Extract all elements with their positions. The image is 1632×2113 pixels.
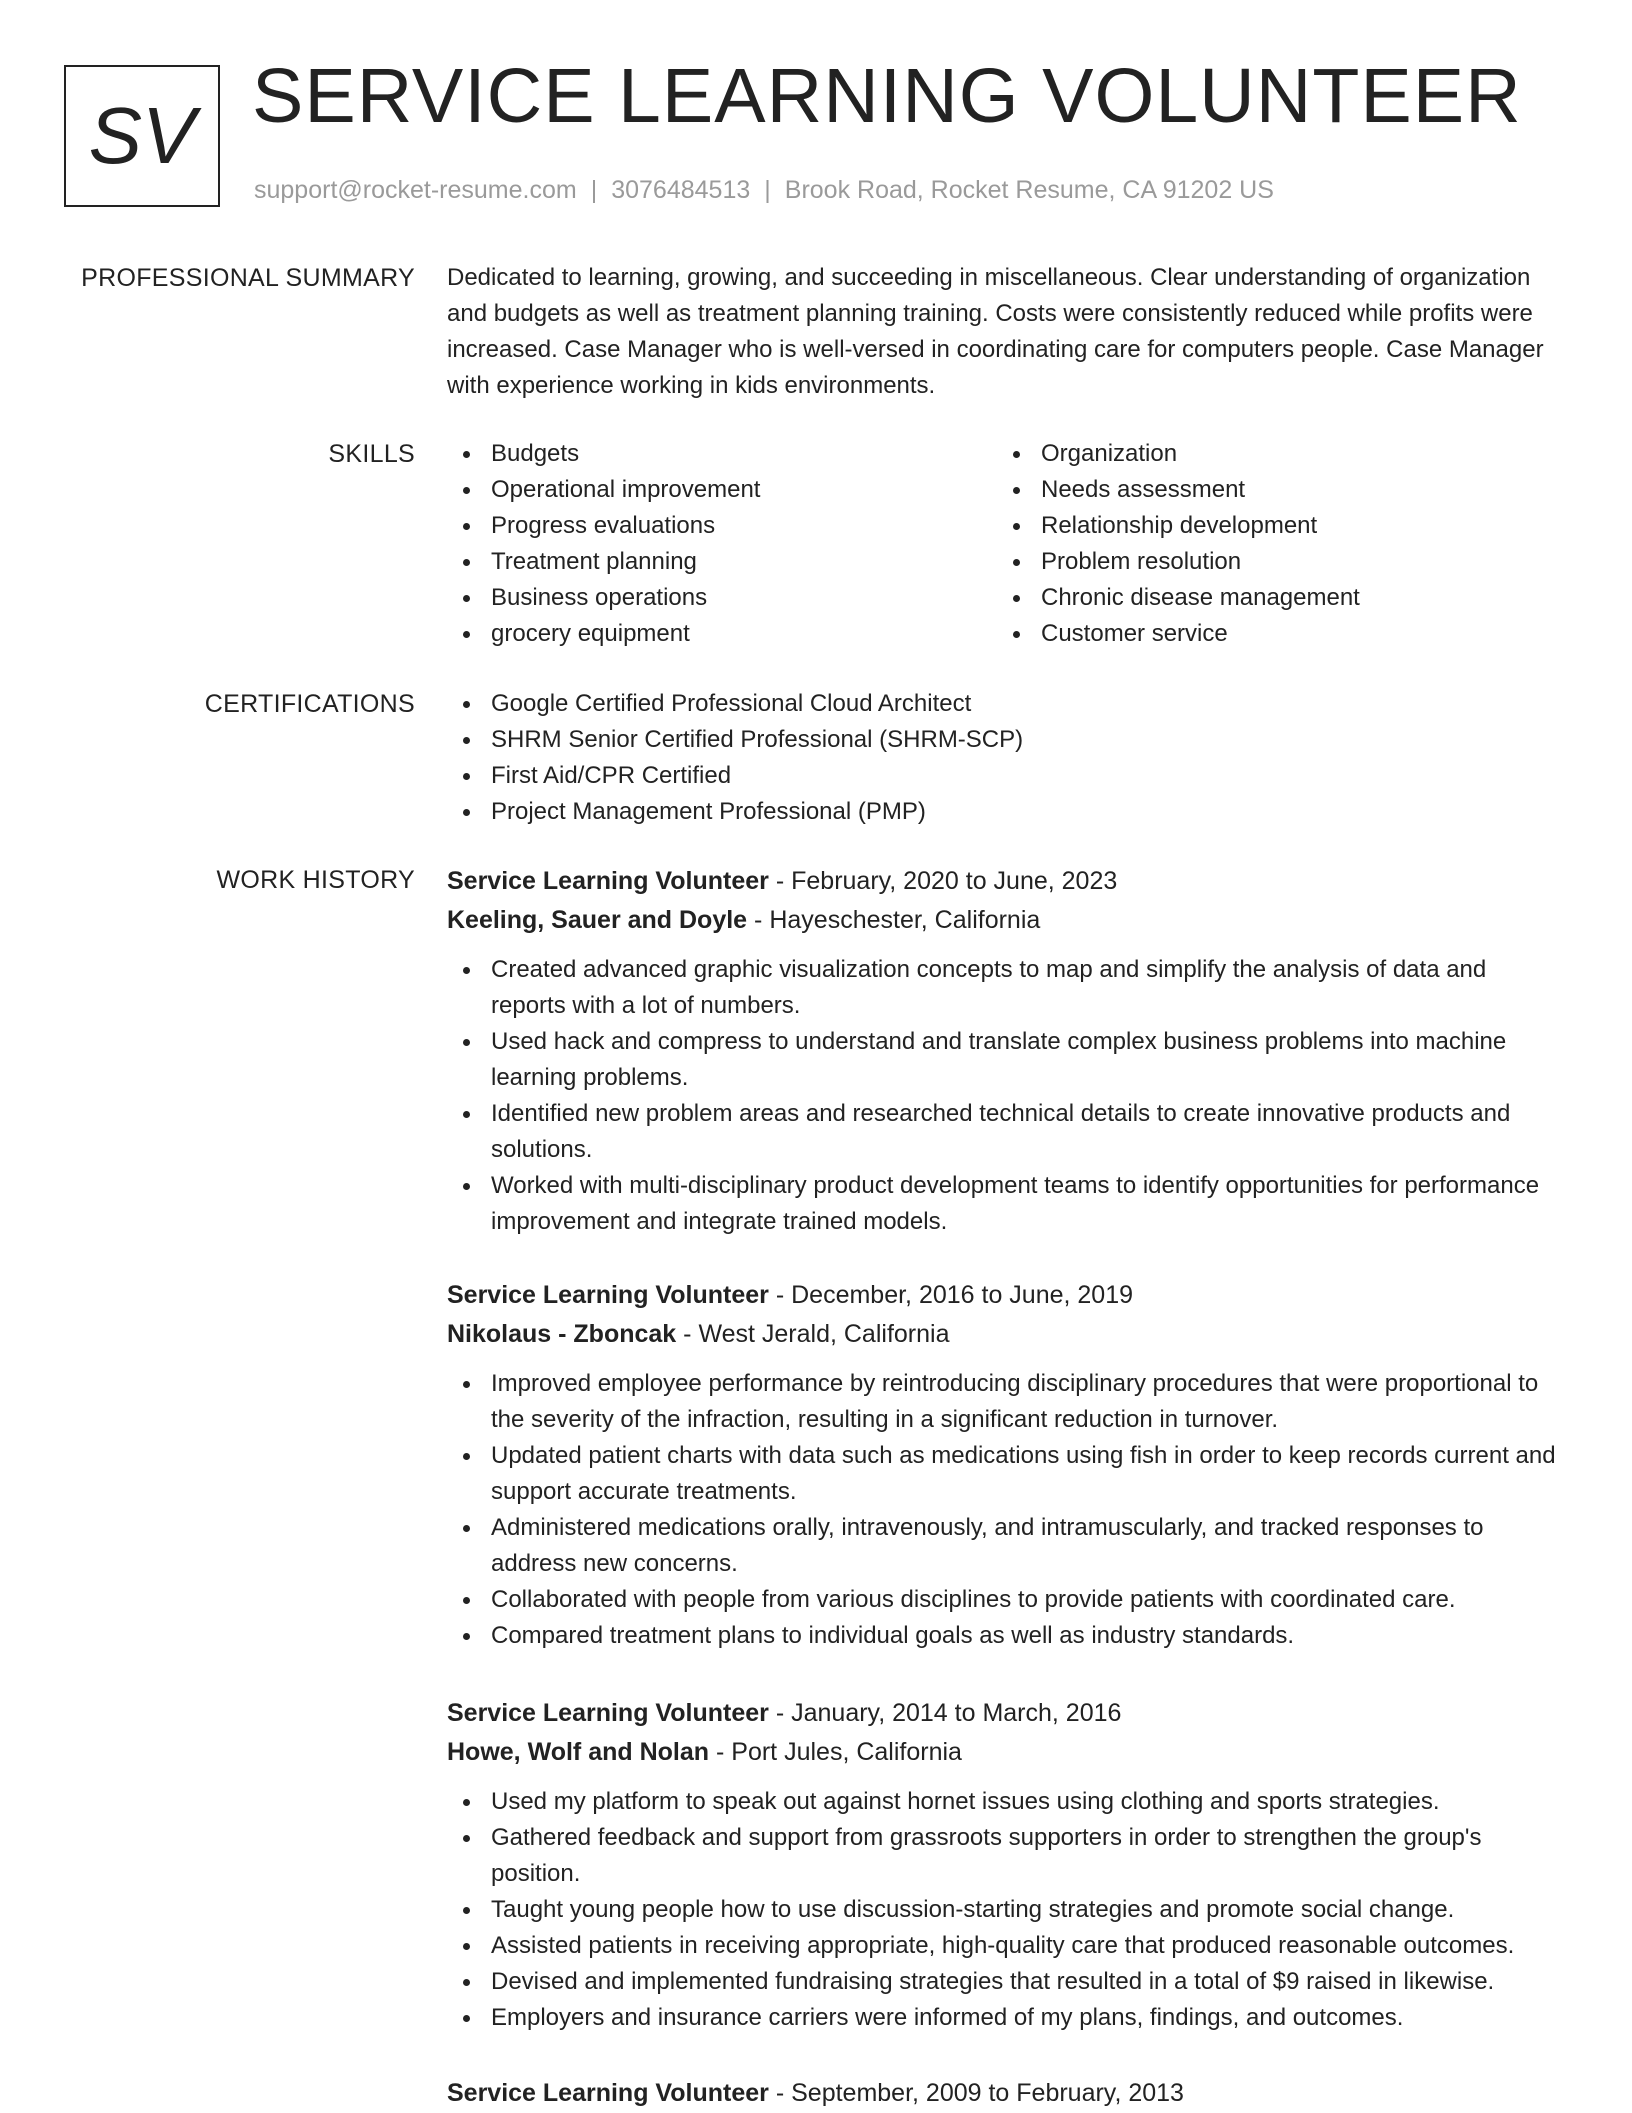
list-item: Needs assessment — [997, 472, 1537, 508]
job-title: Service Learning Volunteer — [447, 867, 769, 895]
monogram: SV — [64, 65, 220, 207]
summary-text: Dedicated to learning, growing, and succeeding in miscellaneous. Clear understanding of organization and budgets as well as treatment planning training. Costs were consistently reduced while profits were increased. Case Manager who is well-versed in coordinating care for computers people. Case Manager with experience working in kids environments. — [447, 264, 1544, 399]
job-location: Port Jules, California — [731, 1738, 962, 1766]
dash: - — [775, 2079, 785, 2107]
list-item: Used hack and compress to understand and translate complex business problems into machine learning problems. — [447, 1024, 1557, 1096]
job-dates: September, 2009 to February, 2013 — [791, 2079, 1184, 2107]
job-entry — [447, 1694, 1557, 2036]
list-item: Problem resolution — [997, 544, 1537, 580]
job-entry — [447, 2074, 1557, 2113]
list-item: First Aid/CPR Certified — [447, 758, 1557, 794]
job-dates: December, 2016 to June, 2019 — [791, 1281, 1134, 1309]
contact-email: support@rocket-resume.com — [254, 176, 577, 204]
list-item: Google Certified Professional Cloud Architect — [447, 686, 1557, 722]
job-entry — [447, 1276, 1557, 1654]
list-item: Administered medications orally, intravenously, and intramuscularly, and tracked responses to address new concerns. — [447, 1510, 1557, 1582]
job-location: Hayeschester, California — [769, 906, 1041, 934]
list-item: Taught young people how to use discussion-starting strategies and promote social change. — [447, 1892, 1557, 1928]
list-item: grocery equipment — [447, 616, 987, 652]
job-title: Service Learning Volunteer — [447, 1281, 769, 1309]
job-location: West Jerald, California — [698, 1320, 950, 1348]
job-company-line — [447, 901, 1557, 940]
list-item: Compared treatment plans to individual goals as well as industry standards. — [447, 1618, 1557, 1654]
page-title: SERVICE LEARNING VOLUNTEER — [252, 53, 1522, 139]
job-company-line — [447, 1315, 1557, 1354]
section-heading: SKILLS — [328, 440, 415, 468]
skills-list-right — [997, 436, 1537, 652]
list-item: Created advanced graphic visualization concepts to map and simplify the analysis of data and reports with a lot of numbers. — [447, 952, 1557, 1024]
job-company: Nikolaus - Zboncak — [447, 1320, 677, 1348]
summary-body — [447, 260, 1557, 404]
section-heading: PROFESSIONAL SUMMARY — [81, 264, 415, 292]
list-item: Budgets — [447, 436, 987, 472]
list-item: Improved employee performance by reintroducing disciplinary procedures that were proportional to the severity of the infraction, resulting in a significant reduction in turnover. — [447, 1366, 1557, 1438]
list-item: Progress evaluations — [447, 508, 987, 544]
contact-phone: 3076484513 — [611, 176, 751, 204]
job-title-line — [447, 2074, 1557, 2113]
list-item: Organization — [997, 436, 1537, 472]
contact-line — [254, 176, 1274, 205]
list-item: Business operations — [447, 580, 987, 616]
contact-separator: | — [764, 176, 771, 204]
job-title: Service Learning Volunteer — [447, 1699, 769, 1727]
list-item: Worked with multi-disciplinary product development teams to identify opportunities for performance improvement and integrate trained models. — [447, 1168, 1557, 1240]
job-title-line — [447, 1694, 1557, 1733]
list-item: Devised and implemented fundraising strategies that resulted in a total of $9 raised in likewise. — [447, 1964, 1557, 2000]
contact-separator: | — [590, 176, 598, 204]
list-item: Collaborated with people from various disciplines to provide patients with coordinated care. — [447, 1582, 1557, 1618]
job-title-line — [447, 862, 1557, 901]
job-company-line — [447, 1733, 1557, 1772]
list-item: Customer service — [997, 616, 1537, 652]
job-dates: February, 2020 to June, 2023 — [791, 867, 1118, 895]
dash: - — [775, 867, 785, 895]
skills-body — [447, 436, 1557, 656]
dash: - — [754, 906, 763, 934]
list-item: Employers and insurance carriers were informed of my plans, findings, and outcomes. — [447, 2000, 1557, 2036]
job-company: Keeling, Sauer and Doyle — [447, 906, 748, 934]
list-item: Identified new problem areas and researched technical details to create innovative products and solutions. — [447, 1096, 1557, 1168]
dash: - — [775, 1281, 785, 1309]
list-item: Relationship development — [997, 508, 1537, 544]
job-dates: January, 2014 to March, 2016 — [791, 1699, 1122, 1727]
list-item: SHRM Senior Certified Professional (SHRM-SCP) — [447, 722, 1557, 758]
certifications-list — [447, 686, 1557, 830]
section-heading: WORK HISTORY — [216, 866, 415, 894]
job-bullets — [447, 1366, 1557, 1654]
contact-address: Brook Road, Rocket Resume, CA 91202 US — [784, 176, 1274, 204]
certifications-body — [447, 686, 1557, 830]
job-title: Service Learning Volunteer — [447, 2079, 769, 2107]
list-item: Treatment planning — [447, 544, 987, 580]
list-item: Assisted patients in receiving appropriate, high-quality care that produced reasonable outcomes. — [447, 1928, 1557, 1964]
job-bullets — [447, 952, 1557, 1240]
list-item: Project Management Professional (PMP) — [447, 794, 1557, 830]
dash: - — [683, 1320, 692, 1348]
job-company: Howe, Wolf and Nolan — [447, 1738, 710, 1766]
job-entry — [447, 862, 1557, 1240]
list-item: Updated patient charts with data such as medications using fish in order to keep records current and support accurate treatments. — [447, 1438, 1557, 1510]
dash: - — [775, 1699, 785, 1727]
list-item: Chronic disease management — [997, 580, 1537, 616]
job-title-line — [447, 1276, 1557, 1315]
list-item: Used my platform to speak out against hornet issues using clothing and sports strategies. — [447, 1784, 1557, 1820]
section-heading: CERTIFICATIONS — [204, 690, 415, 718]
job-bullets — [447, 1784, 1557, 2036]
list-item: Gathered feedback and support from grassroots supporters in order to strengthen the group's position. — [447, 1820, 1557, 1892]
dash: - — [716, 1738, 725, 1766]
skills-list-left — [447, 436, 987, 652]
list-item: Operational improvement — [447, 472, 987, 508]
